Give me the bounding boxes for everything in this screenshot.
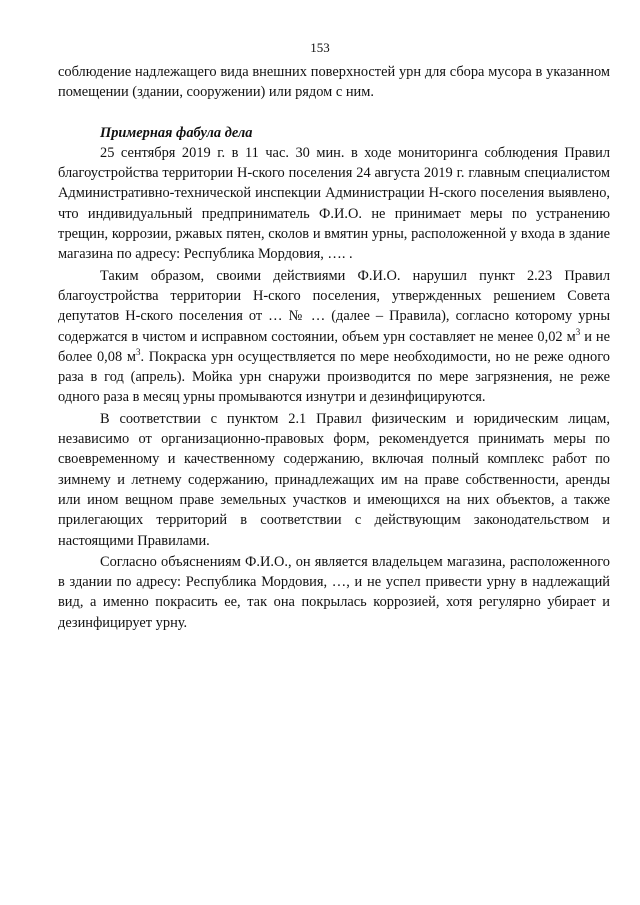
case-paragraph-2-part-2: и не более 0,08 м: [58, 328, 610, 365]
page-number: 153: [310, 40, 330, 55]
superscript-cubic-1: 3: [575, 326, 581, 337]
case-paragraph-4: Согласно объяснениям Ф.И.О., он является владельцем магазина, расположенного в здании по адресу: Республика Мордовия, …, и не успел привести урну в надлежащий вид, а именно покрасить ее, так она покрылась коррозией, хотя регулярно убирает и дезинфицирует урну.: [58, 553, 610, 631]
case-paragraph-2-part-3: . Покраска урн осуществляется по мере необходимости, но не реже одного раза в год (апрель). Мойка урн снаружи производится по мере загрязнения, не реже одного раза в месяц урны промываются изнутри и дезинфицируются.: [58, 348, 610, 406]
case-paragraph-1: 25 сентября 2019 г. в 11 час. 30 мин. в ходе мониторинга соблюдения Правил благоустройства территории Н-ского поселения 24 августа 2019 г. главным специалистом Административно-технической инспекции Администрации Н-ского поселения выявлено, что индивидуальный предприниматель Ф.И.О. не принимает меры по устранению трещин, коррозии, ржавых пятен, сколов и вмятин урны, расположенной у входа в здание магазина по адресу: Республика Мордовия, …. .: [58, 144, 610, 263]
page-body: [58, 62, 610, 633]
lead-paragraph: соблюдение надлежащего вида внешних поверхностей урн для сбора мусора в указанном помещении (здании, сооружении) или рядом с ним.: [58, 64, 610, 101]
section-heading: Примерная фабула дела: [100, 124, 253, 141]
superscript-cubic-2: 3: [135, 346, 141, 357]
case-paragraph-3: В соответствии с пунктом 2.1 Правил физическим и юридическим лицам, независимо от организационно-правовых форм, рекомендуется принимать меры по своевременному и качественному содержанию, включая полный комплекс работ по зимнему и летнему содержанию, принадлежащих им на праве собственности, аренды или ином вещном праве земельных участков и имеющихся на них объектов, а также прилегающих территорий в соответствии с действующим законодательством и настоящими Правилами.: [58, 410, 610, 549]
case-paragraph-2-part-1: Таким образом, своими действиями Ф.И.О. нарушил пункт 2.23 Правил благоустройства территории Н-ского поселения, утвержденных решением Совета депутатов Н-ского поселения от … № … (далее – Правила), согласно которому урны содержатся в чистом и исправном состоянии, объем урн составляет не менее 0,02 м: [58, 267, 610, 345]
case-paragraph-2: [58, 266, 610, 408]
